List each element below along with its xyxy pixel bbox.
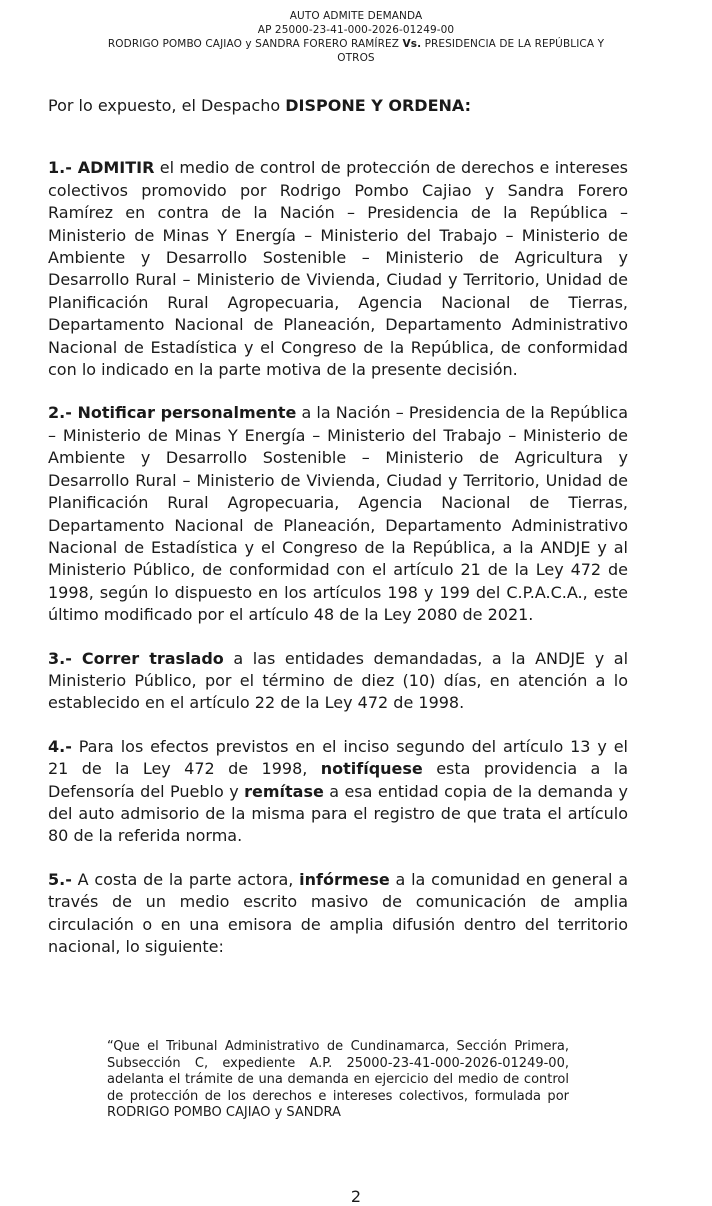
header-parties: RODRIGO POMBO CAJIAO y SANDRA FORERO RAMÍREZ Vs. PRESIDENCIA DE LA REPÚBLICA Y [107, 38, 605, 50]
item-4-paragraph: 4.- Para los efectos previstos en el inciso segundo del artículo 13 y el 21 de la Ley 472 de 1998, notifíquese esta providencia a la Defensoría del Pueblo y remítase a esa entidad copia de la demanda y del auto admisorio de la misma para el registro de que trata el artículo 80 de la referida norma. [48, 736, 629, 846]
item-2-paragraph: 2.- Notificar personalmente a la Nación – Presidencia de la República – Ministerio de Minas Y Energía – Ministerio del Trabajo – Ministerio de Ambiente y Desarrollo Sostenible – Ministerio de Agricultura y Desarrollo Rural – Ministerio de Vivienda, Ciudad y Territorio, Unidad de Planificación Rural Agropecuaria, Agencia Nacional de Tierras, Departamento Nacional de Planeación, Departamento Administrativo Nacional de Estadística y el Congreso de la República, a la ANDJE y al Ministerio Público, de conformidad con el artículo 21 de la Ley 472 de 1998, según lo dispuesto en los artículos 198 y 199 del C.P.A.C.A., este último modificado por el artículo 48 de la Ley 2080 de 2021. [48, 403, 629, 625]
header-parties-continued: OTROS [337, 52, 375, 64]
header-title: AUTO ADMITE DEMANDA [289, 10, 423, 22]
item-5-paragraph: 5.- A costa de la parte actora, infórmese a la comunidad en general a través de un medio escrito masivo de comunicación de amplia circulación o en una emisora de amplia difusión dentro del territorio nacional, lo siguiente: [48, 869, 628, 956]
document-header [0, 9, 712, 65]
intro-paragraph: Por lo expuesto, el Despacho DISPONE Y ORDENA: [48, 96, 471, 115]
item-1-paragraph: 1.- ADMITIR el medio de control de protección de derechos e intereses colectivos promovido por Rodrigo Pombo Cajiao y Sandra Forero Ramírez en contra de la Nación – Presidencia de la República – Ministerio de Minas Y Energía – Ministerio del Trabajo – Ministerio de Ambiente y Desarrollo Sostenible – Ministerio de Agricultura y Desarrollo Rural – Ministerio de Vivienda, Ciudad y Territorio, Unidad de Planificación Rural Agropecuaria, Agencia Nacional de Tierras, Departamento Nacional de Planeación, Departamento Administrativo Nacional de Estadística y el Congreso de la República, de conformidad con lo indicado en la parte motiva de la presente decisión. [48, 158, 629, 380]
header-case-number: AP 25000-23-41-000-2026-01249-00 [257, 24, 455, 36]
quoted-notice: “Que el Tribunal Administrativo de Cundinamarca, Sección Primera, Subsección C, expediente A.P. 25000-23-41-000-2026-01249-00, adelanta el trámite de una demanda en ejercicio del medio de control de protección de los derechos e intereses colectivos, formulada por RODRIGO POMBO CAJIAO y SANDRA [107, 1039, 569, 1121]
item-3-paragraph: 3.- Correr traslado a las entidades demandadas, a la ANDJE y al Ministerio Público, por el término de diez (10) días, en atención a lo establecido en el artículo 22 de la Ley 472 de 1998. [48, 648, 629, 713]
document-body [48, 95, 628, 979]
page-number: 2 [350, 1187, 362, 1206]
